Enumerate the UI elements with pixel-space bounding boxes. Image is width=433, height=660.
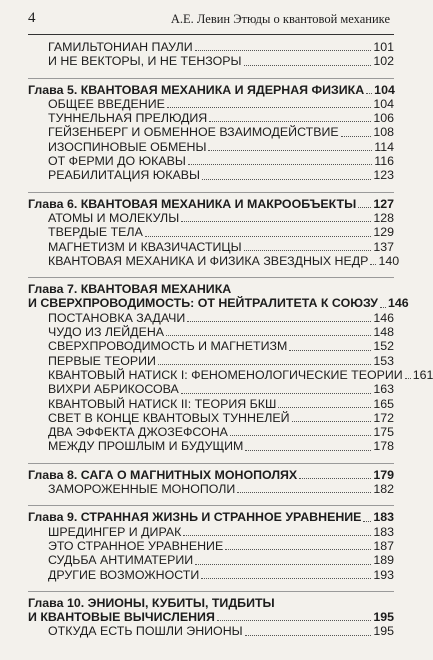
- toc-entry[interactable]: [28, 539, 394, 553]
- toc-entry-title: АТОМЫ И МОЛЕКУЛЫ: [48, 210, 180, 225]
- toc-entry[interactable]: [28, 54, 394, 68]
- toc-entry-title: ЗАМОРОЖЕННЫЕ МОНОПОЛИ: [48, 482, 236, 497]
- continued-sections: [28, 40, 394, 69]
- toc-entry-title: СВЕТ В КОНЦЕ КВАНТОВЫХ ТУННЕЛЕЙ: [48, 410, 290, 425]
- chapter-divider: [28, 463, 394, 464]
- toc-entry[interactable]: [28, 439, 394, 453]
- toc-entry-title: ГЕЙЗЕНБЕРГ И ОБМЕННОЕ ВЗАИМОДЕЙСТВИЕ: [48, 125, 339, 140]
- dot-leader: [370, 263, 376, 265]
- toc-entry-page: 140: [378, 253, 400, 268]
- toc-entry[interactable]: [28, 624, 394, 638]
- toc-entry-title: ВИХРИ АБРИКОСОВА: [48, 382, 179, 397]
- toc-entry-title: ЧУДО ИЗ ЛЕЙДЕНА: [48, 325, 165, 340]
- chapter-divider: [28, 591, 394, 592]
- chapter-divider: [28, 505, 394, 506]
- toc-entry[interactable]: [28, 411, 394, 425]
- dot-leader: [217, 619, 371, 621]
- toc-entry[interactable]: [28, 97, 394, 111]
- dot-leader: [380, 306, 386, 308]
- dot-leader: [202, 178, 371, 180]
- dot-leader: [244, 64, 372, 66]
- toc-entry-title: ОТКУДА ЕСТЬ ПОШЛИ ЭНИОНЫ: [48, 624, 243, 639]
- toc-entry[interactable]: [28, 382, 394, 396]
- dot-leader: [225, 548, 371, 550]
- chapter-heading[interactable]: [28, 468, 394, 482]
- dot-leader: [299, 477, 371, 479]
- toc-entry-title: МЕЖДУ ПРОШЛЫМ И БУДУЩИМ: [48, 439, 244, 454]
- chapter-title: И СВЕРХПРОВОДИМОСТЬ: ОТ НЕЙТРАЛИТЕТА К СОЮЗУ: [28, 296, 378, 311]
- toc-entry[interactable]: [28, 40, 394, 54]
- dot-leader: [292, 420, 372, 422]
- dot-leader: [358, 206, 371, 208]
- dot-leader: [341, 135, 372, 137]
- chapter-heading[interactable]: [28, 296, 409, 311]
- chapter-divider: [28, 78, 394, 79]
- toc-entry-title: ШРЕДИНГЕР И ДИРАК: [48, 524, 182, 539]
- toc-entry-page: 146: [373, 310, 394, 325]
- dot-leader: [145, 235, 371, 237]
- dot-leader: [181, 220, 371, 222]
- toc-entry[interactable]: [28, 225, 394, 239]
- chapter-title: Глава 6. КВАНТОВАЯ МЕХАНИКА И МАКРООБЪЕКТЫ: [28, 196, 357, 211]
- dot-leader: [187, 320, 371, 322]
- dot-leader: [208, 149, 372, 151]
- chapter-divider: [28, 192, 394, 193]
- toc-entry-title: СУДЬБА АНТИМАТЕРИИ: [48, 553, 194, 568]
- toc-entry-title: И НЕ ВЕКТОРЫ, И НЕ ТЕНЗОРЫ: [48, 54, 242, 69]
- toc-entry[interactable]: [28, 211, 394, 225]
- dot-leader: [278, 406, 371, 408]
- toc-entry-title: СВЕРХПРОВОДИМОСТЬ И МАГНЕТИЗМ: [48, 339, 288, 354]
- toc-entry-page: 104: [373, 96, 394, 111]
- chapter-title-line: Глава 10. ЭНИОНЫ, КУБИТЫ, ТИДБИТЫ: [28, 595, 275, 610]
- toc-entry-title: ДРУГИЕ ВОЗМОЖНОСТИ: [48, 567, 200, 582]
- toc-entry[interactable]: [28, 240, 394, 254]
- toc-entry-title: ДВА ЭФФЕКТА ДЖОЗЕФСОНА: [48, 425, 228, 440]
- toc-entry-title: ОБЩЕЕ ВВЕДЕНИЕ: [48, 96, 165, 111]
- toc-entry[interactable]: [28, 367, 433, 382]
- toc-entry[interactable]: [28, 168, 394, 182]
- toc-entry[interactable]: [28, 482, 394, 496]
- dot-leader: [244, 249, 372, 251]
- chapter-page: 104: [374, 82, 395, 97]
- toc-entry[interactable]: [28, 111, 394, 125]
- dot-leader: [167, 106, 371, 108]
- dot-leader: [245, 634, 372, 636]
- toc-entry[interactable]: [28, 525, 394, 539]
- toc-entry[interactable]: [28, 253, 400, 268]
- chapter-heading[interactable]: [28, 510, 394, 524]
- toc-entry-page: 153: [373, 353, 394, 368]
- running-title: А.Е. Левин Этюды о квантовой механике: [170, 12, 390, 26]
- toc-entry-page: 195: [373, 624, 394, 639]
- dot-leader: [245, 449, 371, 451]
- chapter-heading[interactable]: [28, 610, 394, 624]
- toc-entry-title: ТУННЕЛЬНАЯ ПРЕЛЮДИЯ: [48, 111, 208, 126]
- toc-entry-title: ИЗОСПИНОВЫЕ ОБМЕНЫ: [48, 139, 207, 154]
- toc-entry-title: МАГНЕТИЗМ И КВАЗИЧАСТИЦЫ: [48, 239, 242, 254]
- dot-leader: [158, 363, 371, 365]
- toc-entry-page: 193: [373, 567, 394, 582]
- toc-entry-page: 116: [374, 154, 394, 169]
- dot-leader: [405, 377, 411, 379]
- toc-entry-page: 189: [373, 553, 394, 568]
- toc-entry-title: ГАМИЛЬТОНИАН ПАУЛИ: [48, 40, 193, 54]
- dot-leader: [183, 534, 371, 536]
- toc-entry-page: 187: [373, 538, 394, 553]
- dot-leader: [209, 120, 371, 122]
- chapter-heading[interactable]: [28, 197, 394, 211]
- chapter-title: И КВАНТОВЫЕ ВЫЧИСЛЕНИЯ: [28, 610, 215, 625]
- toc-entry-title: КВАНТОВЫЙ НАТИСК I: ФЕНОМЕНОЛОГИЧЕСКИЕ ТЕОРИИ: [48, 367, 403, 382]
- toc-entry-page: 163: [373, 382, 394, 397]
- toc-entry-page: 175: [373, 425, 394, 440]
- toc-entry-page: 128: [373, 210, 394, 225]
- toc-entry-page: 172: [373, 410, 394, 425]
- toc-entry[interactable]: [28, 125, 394, 139]
- chapter-title: Глава 9. СТРАННАЯ ЖИЗНЬ И СТРАННОЕ УРАВНЕНИЕ: [28, 510, 362, 525]
- toc-entry-page: 108: [373, 125, 394, 140]
- toc-entry-page: 101: [373, 40, 394, 54]
- toc-entry-page: 165: [373, 396, 394, 411]
- toc-entry-title: ОТ ФЕРМИ ДО ЮКАВЫ: [48, 154, 186, 169]
- toc-entry-title: КВАНТОВАЯ МЕХАНИКА И ФИЗИКА ЗВЕЗДНЫХ НЕДР: [48, 253, 369, 268]
- toc-entry[interactable]: [28, 339, 394, 353]
- chapter-page: 146: [387, 296, 409, 311]
- toc-entry-title: ПЕРВЫЕ ТЕОРИИ: [48, 353, 156, 368]
- toc-entry[interactable]: [28, 154, 394, 168]
- chapter-divider: [28, 277, 394, 278]
- toc-entry[interactable]: [28, 311, 394, 325]
- chapter-9: [28, 510, 394, 581]
- dot-leader: [188, 163, 372, 165]
- toc-entry-page: 148: [373, 325, 394, 340]
- toc-entry[interactable]: [28, 325, 394, 339]
- toc-entry-title: РЕАБИЛИТАЦИЯ ЮКАВЫ: [48, 168, 200, 183]
- toc-entry-page: 152: [373, 339, 394, 354]
- toc-entry[interactable]: [28, 553, 394, 567]
- chapter-10: [28, 596, 394, 639]
- chapter-7: [28, 282, 433, 454]
- chapter-title: Глава 5. КВАНТОВАЯ МЕХАНИКА И ЯДЕРНАЯ ФИЗИКА: [28, 82, 365, 97]
- dot-leader: [366, 92, 372, 94]
- dot-leader: [289, 349, 371, 351]
- toc-entry-page: 178: [373, 439, 394, 454]
- toc-entry[interactable]: [28, 425, 394, 439]
- chapter-6: [28, 196, 400, 268]
- toc-entry-page: 129: [373, 225, 394, 240]
- toc-entry-page: 114: [374, 139, 394, 154]
- chapter-page: 127: [373, 196, 394, 211]
- toc-entry-page: 182: [373, 482, 394, 497]
- chapter-title: Глава 8. САГА О МАГНИТНЫХ МОНОПОЛЯХ: [28, 467, 298, 482]
- dot-leader: [237, 491, 371, 493]
- toc-entry-title: КВАНТОВЫЙ НАТИСК II: ТЕОРИЯ БКШ: [48, 396, 277, 411]
- table-of-contents: [28, 36, 433, 639]
- chapter-title-line: Глава 7. КВАНТОВАЯ МЕХАНИКА: [28, 282, 232, 297]
- chapter-page: 183: [373, 510, 394, 525]
- toc-entry[interactable]: [28, 354, 394, 368]
- toc-entry-page: 102: [373, 54, 394, 69]
- toc-entry[interactable]: [28, 140, 394, 154]
- running-header: [28, 8, 394, 35]
- dot-leader: [363, 520, 371, 522]
- chapter-5: [28, 83, 394, 183]
- dot-leader: [195, 563, 371, 565]
- chapter-page: 179: [373, 467, 394, 482]
- dot-leader: [195, 49, 372, 51]
- toc-entry[interactable]: [28, 397, 394, 411]
- toc-entry-page: 161: [412, 367, 433, 382]
- toc-entry-page: 137: [373, 239, 394, 254]
- page-number: 4: [28, 10, 36, 26]
- chapter-heading[interactable]: [28, 83, 394, 97]
- toc-entry-title: ЭТО СТРАННОЕ УРАВНЕНИЕ: [48, 538, 224, 553]
- dot-leader: [201, 577, 371, 579]
- dot-leader: [230, 434, 371, 436]
- toc-entry-page: 106: [373, 111, 394, 126]
- chapter-8: [28, 468, 394, 497]
- chapter-page: 195: [373, 610, 394, 625]
- toc-entry-title: ПОСТАНОВКА ЗАДАЧИ: [48, 310, 186, 325]
- toc-entry-title: ТВЕРДЫЕ ТЕЛА: [48, 225, 143, 240]
- toc-entry-page: 123: [373, 168, 394, 183]
- toc-entry-page: 183: [373, 524, 394, 539]
- toc-entry[interactable]: [28, 568, 394, 582]
- dot-leader: [181, 392, 372, 394]
- dot-leader: [166, 334, 371, 336]
